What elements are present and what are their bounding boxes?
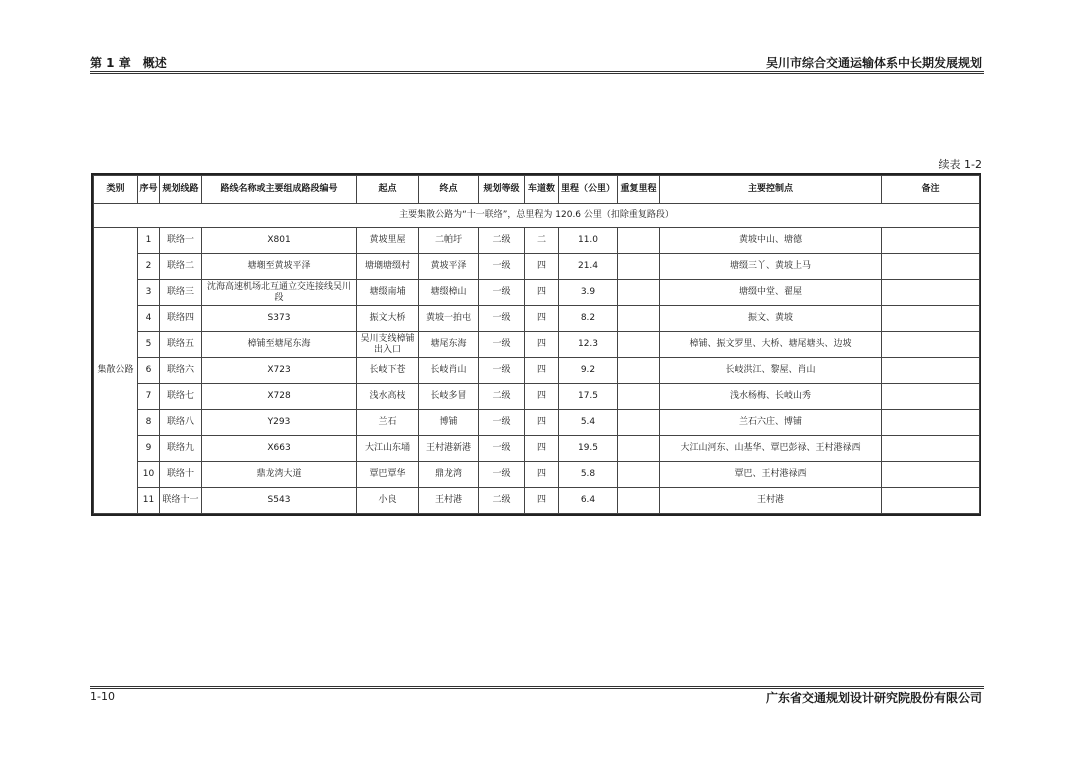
cell-start: 浅水高枝 [357, 384, 419, 410]
cell-km: 11.0 [559, 228, 618, 254]
summary-cell: 主要集散公路为“十一联络”，总里程为 120.6 公里（扣除重复路段） [94, 204, 980, 228]
cell-dup [618, 384, 660, 410]
cell-end: 王村港新港 [419, 436, 479, 462]
cell-lanes: 二 [525, 228, 559, 254]
cell-start: 大江山东埇 [357, 436, 419, 462]
col-header: 备注 [882, 176, 980, 204]
cell-dup [618, 462, 660, 488]
cell-end: 黄坡平泽 [419, 254, 479, 280]
cell-line: 联络九 [160, 436, 202, 462]
cell-name: 沈海高速机场北互通立交连接线吴川段 [202, 280, 357, 306]
cell-name: S543 [202, 488, 357, 514]
cell-end: 黄坡一拍屯 [419, 306, 479, 332]
cell-ctrl: 长岐洪江、黎屋、肖山 [660, 358, 882, 384]
cell-no: 5 [138, 332, 160, 358]
cell-end: 王村港 [419, 488, 479, 514]
col-header: 规划线路 [160, 176, 202, 204]
cell-line: 联络六 [160, 358, 202, 384]
cell-end: 鼎龙湾 [419, 462, 479, 488]
header-rule [90, 71, 984, 72]
cell-name: X723 [202, 358, 357, 384]
cell-ctrl: 覃巴、王村港禄西 [660, 462, 882, 488]
cell-end: 博铺 [419, 410, 479, 436]
cell-note [882, 332, 980, 358]
cell-no: 10 [138, 462, 160, 488]
cell-note [882, 410, 980, 436]
cell-ctrl: 黄坡中山、塘德 [660, 228, 882, 254]
col-header: 起点 [357, 176, 419, 204]
cell-km: 8.2 [559, 306, 618, 332]
footer-rule [90, 686, 984, 687]
cell-note [882, 280, 980, 306]
page-number: 1-10 [90, 690, 115, 703]
cell-lanes: 四 [525, 410, 559, 436]
cell-lanes: 四 [525, 332, 559, 358]
cell-grade: 一级 [479, 332, 525, 358]
cell-grade: 一级 [479, 254, 525, 280]
cell-dup [618, 488, 660, 514]
cell-note [882, 462, 980, 488]
cell-note [882, 436, 980, 462]
cell-no: 1 [138, 228, 160, 254]
col-header: 车道数 [525, 176, 559, 204]
cell-dup [618, 410, 660, 436]
col-header: 重复里程 [618, 176, 660, 204]
cell-ctrl: 塘缀三丫、黄坡上马 [660, 254, 882, 280]
table-row [94, 332, 980, 358]
cell-start: 覃巴覃华 [357, 462, 419, 488]
cell-no: 3 [138, 280, 160, 306]
cell-dup [618, 306, 660, 332]
cell-start: 黄坡里屋 [357, 228, 419, 254]
cell-ctrl: 兰石六庄、博铺 [660, 410, 882, 436]
organization-name: 广东省交通规划设计研究院股份有限公司 [765, 691, 982, 705]
cell-lanes: 四 [525, 488, 559, 514]
cell-no: 6 [138, 358, 160, 384]
cell-grade: 一级 [479, 436, 525, 462]
cell-km: 6.4 [559, 488, 618, 514]
cell-dup [618, 254, 660, 280]
cell-grade: 一级 [479, 462, 525, 488]
table-row [94, 306, 980, 332]
table-row [94, 462, 980, 488]
cell-name: Y293 [202, 410, 357, 436]
cell-start: 兰石 [357, 410, 419, 436]
cell-start: 振文大桥 [357, 306, 419, 332]
cell-no: 4 [138, 306, 160, 332]
cell-start: 塘缀南埔 [357, 280, 419, 306]
table-caption: 续表 1-2 [938, 158, 982, 171]
cell-no: 11 [138, 488, 160, 514]
cell-no: 7 [138, 384, 160, 410]
cell-start: 塘㙟塘缀村 [357, 254, 419, 280]
col-header: 里程（公里） [559, 176, 618, 204]
cell-name: X801 [202, 228, 357, 254]
cell-dup [618, 280, 660, 306]
cell-grade: 一级 [479, 410, 525, 436]
cell-ctrl: 樟铺、振文罗里、大桥、塘尾塘头、边坡 [660, 332, 882, 358]
table-header-row [94, 176, 980, 204]
cell-start: 吴川支线樟铺出入口 [357, 332, 419, 358]
cell-grade: 二级 [479, 488, 525, 514]
cell-line: 联络三 [160, 280, 202, 306]
cell-no: 9 [138, 436, 160, 462]
cell-dup [618, 332, 660, 358]
cell-grade: 一级 [479, 306, 525, 332]
cell-km: 12.3 [559, 332, 618, 358]
cell-name: X663 [202, 436, 357, 462]
col-header: 类别 [94, 176, 138, 204]
cell-note [882, 254, 980, 280]
table-row [94, 436, 980, 462]
cell-grade: 一级 [479, 280, 525, 306]
cell-km: 19.5 [559, 436, 618, 462]
table-row [94, 358, 980, 384]
cell-km: 3.9 [559, 280, 618, 306]
cell-name: 樟铺至塘尾东海 [202, 332, 357, 358]
summary-row [94, 204, 980, 228]
cell-lanes: 四 [525, 254, 559, 280]
table-row [94, 410, 980, 436]
cell-dup [618, 358, 660, 384]
document-title: 吴川市综合交通运输体系中长期发展规划 [765, 56, 982, 70]
cell-end: 塘尾东海 [419, 332, 479, 358]
table-row [94, 488, 980, 514]
col-header: 主要控制点 [660, 176, 882, 204]
cell-note [882, 228, 980, 254]
cell-lanes: 四 [525, 306, 559, 332]
col-header: 路线名称或主要组成路段编号 [202, 176, 357, 204]
cell-start: 小良 [357, 488, 419, 514]
cell-km: 9.2 [559, 358, 618, 384]
col-header: 序号 [138, 176, 160, 204]
cell-lanes: 四 [525, 462, 559, 488]
cell-name: 塘㙟至黄坡平泽 [202, 254, 357, 280]
col-header: 规划等级 [479, 176, 525, 204]
category-cell: 集散公路 [94, 228, 138, 514]
cell-name: X728 [202, 384, 357, 410]
cell-ctrl: 大江山河东、山基华、覃巴彭禄、王村港禄西 [660, 436, 882, 462]
cell-end: 二帕圩 [419, 228, 479, 254]
cell-no: 2 [138, 254, 160, 280]
cell-note [882, 358, 980, 384]
cell-grade: 二级 [479, 384, 525, 410]
cell-line: 联络二 [160, 254, 202, 280]
cell-ctrl: 塘缀中堂、翟屋 [660, 280, 882, 306]
cell-grade: 一级 [479, 358, 525, 384]
cell-ctrl: 王村港 [660, 488, 882, 514]
cell-km: 5.4 [559, 410, 618, 436]
cell-km: 5.8 [559, 462, 618, 488]
cell-lanes: 四 [525, 436, 559, 462]
cell-line: 联络七 [160, 384, 202, 410]
cell-note [882, 384, 980, 410]
cell-lanes: 四 [525, 280, 559, 306]
chapter-heading: 第 1 章 概述 [90, 56, 167, 70]
table-row [94, 280, 980, 306]
cell-name: 鼎龙湾大道 [202, 462, 357, 488]
cell-lanes: 四 [525, 358, 559, 384]
cell-line: 联络一 [160, 228, 202, 254]
cell-start: 长岐下苍 [357, 358, 419, 384]
cell-line: 联络五 [160, 332, 202, 358]
cell-ctrl: 浅水杨梅、长岐山秀 [660, 384, 882, 410]
cell-note [882, 488, 980, 514]
cell-end: 长岐多冒 [419, 384, 479, 410]
cell-ctrl: 振文、黄坡 [660, 306, 882, 332]
cell-dup [618, 436, 660, 462]
cell-km: 21.4 [559, 254, 618, 280]
cell-line: 联络四 [160, 306, 202, 332]
cell-dup [618, 228, 660, 254]
table-row [94, 228, 980, 254]
cell-lanes: 四 [525, 384, 559, 410]
cell-end: 塘缀樟山 [419, 280, 479, 306]
cell-no: 8 [138, 410, 160, 436]
cell-note [882, 306, 980, 332]
header-rule-2 [90, 73, 984, 74]
table-row [94, 254, 980, 280]
cell-line: 联络十 [160, 462, 202, 488]
cell-grade: 二级 [479, 228, 525, 254]
cell-line: 联络十一 [160, 488, 202, 514]
road-table [91, 173, 981, 516]
cell-km: 17.5 [559, 384, 618, 410]
table-row [94, 384, 980, 410]
cell-line: 联络八 [160, 410, 202, 436]
cell-name: S373 [202, 306, 357, 332]
cell-end: 长岐肖山 [419, 358, 479, 384]
col-header: 终点 [419, 176, 479, 204]
